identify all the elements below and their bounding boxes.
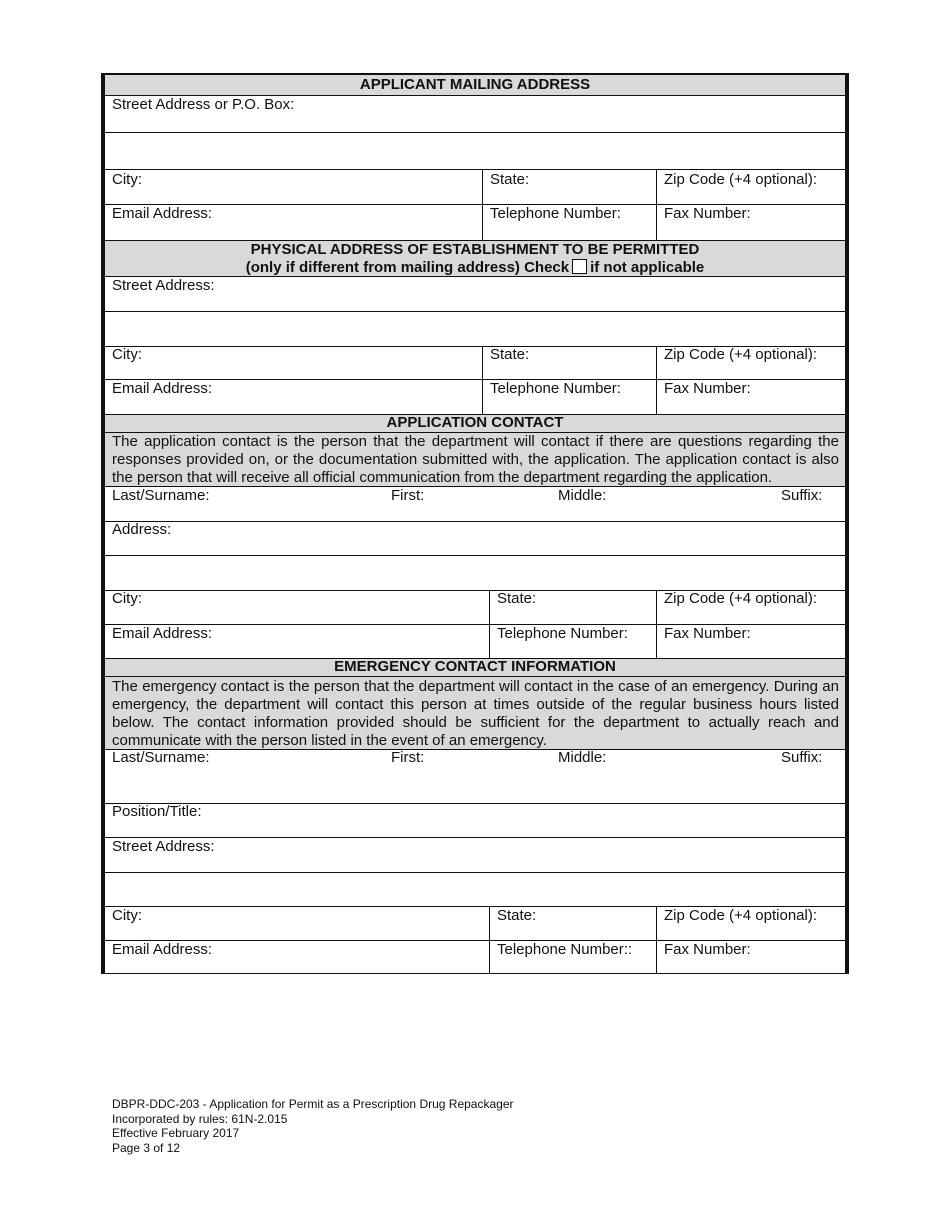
divider xyxy=(105,486,845,487)
divider xyxy=(489,906,490,973)
emergency-first-label: First: xyxy=(391,749,425,766)
mailing-phone-label: Telephone Number: xyxy=(490,205,621,222)
divider xyxy=(105,837,845,838)
emergency-email-label: Email Address: xyxy=(112,941,213,958)
divider xyxy=(482,346,483,414)
divider xyxy=(105,132,845,133)
application-contact-header: APPLICATION CONTACT xyxy=(386,414,564,431)
contact-city-label: City: xyxy=(112,590,142,607)
divider xyxy=(105,803,845,804)
divider xyxy=(105,169,845,170)
footer-page-number: Page 3 of 12 xyxy=(112,1140,181,1155)
divider xyxy=(105,521,845,522)
divider xyxy=(105,872,845,873)
divider xyxy=(656,169,657,241)
divider xyxy=(656,906,657,973)
divider xyxy=(482,169,483,241)
page-footer xyxy=(112,1097,514,1155)
physical-header-line2 xyxy=(105,259,845,277)
divider xyxy=(656,590,657,658)
contact-email-label: Email Address: xyxy=(112,625,213,642)
physical-state-label: State: xyxy=(490,346,530,363)
divider xyxy=(489,590,490,658)
emergency-suffix-label: Suffix: xyxy=(781,749,823,766)
physical-email-label: Email Address: xyxy=(112,380,213,397)
contact-last-label: Last/Surname: xyxy=(112,487,210,504)
contact-state-label: State: xyxy=(497,590,537,607)
contact-address-label: Address: xyxy=(112,521,172,538)
mailing-email-label: Email Address: xyxy=(112,205,213,222)
emergency-street-label: Street Address: xyxy=(112,838,215,855)
contact-first-label: First: xyxy=(391,487,425,504)
divider xyxy=(105,555,845,556)
mailing-zip-label: Zip Code (+4 optional): xyxy=(664,171,818,188)
emergency-position-label: Position/Title: xyxy=(112,803,202,820)
divider xyxy=(656,346,657,414)
mailing-state-label: State: xyxy=(490,171,530,188)
physical-header-line2-pre: (only if different from mailing address) Check xyxy=(245,259,570,276)
contact-phone-label: Telephone Number: xyxy=(497,625,628,642)
contact-zip-label: Zip Code (+4 optional): xyxy=(664,590,818,607)
emergency-last-label: Last/Surname: xyxy=(112,749,210,766)
mailing-street-label: Street Address or P.O. Box: xyxy=(112,96,295,113)
footer-rules: Incorporated by rules: 61N-2.015 xyxy=(112,1111,288,1126)
emergency-contact-description: The emergency contact is the person that the department will contact in the case of an emergency. During an emergency, the department will contact this person at times outside of the regular business hours listed below. The contact information provided should be sufficient for the department to actually reach and communicate with the person listed in the event of an emergency. xyxy=(112,678,839,749)
divider xyxy=(105,749,845,750)
mailing-fax-label: Fax Number: xyxy=(664,205,751,222)
emergency-city-label: City: xyxy=(112,907,142,924)
mailing-city-label: City: xyxy=(112,171,142,188)
emergency-phone-label: Telephone Number:: xyxy=(497,941,633,958)
physical-header-line1: PHYSICAL ADDRESS OF ESTABLISHMENT TO BE PERMITTED xyxy=(250,241,700,258)
footer-effective-date: Effective February 2017 xyxy=(112,1126,240,1140)
physical-phone-label: Telephone Number: xyxy=(490,380,621,397)
physical-header-line2-post: if not applicable xyxy=(590,259,705,276)
footer-form-id: DBPR-DDC-203 - Application for Permit as a Prescription Drug Repackager xyxy=(112,1097,514,1111)
divider xyxy=(105,973,845,974)
physical-city-label: City: xyxy=(112,346,142,363)
contact-suffix-label: Suffix: xyxy=(781,487,823,504)
application-contact-description: The application contact is the person that the department will contact if there are questions regarding the responses provided on, or the documentation submitted with, the application. The application contact is also the person that will receive all official communication from the department regarding the application. xyxy=(112,433,839,486)
divider xyxy=(105,276,845,277)
emergency-state-label: State: xyxy=(497,907,537,924)
physical-address-header xyxy=(105,241,845,276)
not-applicable-checkbox[interactable] xyxy=(572,259,587,274)
physical-fax-label: Fax Number: xyxy=(664,380,751,397)
emergency-zip-label: Zip Code (+4 optional): xyxy=(664,907,818,924)
divider xyxy=(105,676,845,677)
emergency-contact-header: EMERGENCY CONTACT INFORMATION xyxy=(334,658,616,675)
divider xyxy=(105,311,845,312)
contact-fax-label: Fax Number: xyxy=(664,625,751,642)
physical-street-label: Street Address: xyxy=(112,277,215,294)
emergency-middle-label: Middle: xyxy=(558,749,607,766)
contact-middle-label: Middle: xyxy=(558,487,607,504)
mailing-address-header: APPLICANT MAILING ADDRESS xyxy=(105,75,845,95)
emergency-fax-label: Fax Number: xyxy=(664,941,751,958)
physical-zip-label: Zip Code (+4 optional): xyxy=(664,346,818,363)
